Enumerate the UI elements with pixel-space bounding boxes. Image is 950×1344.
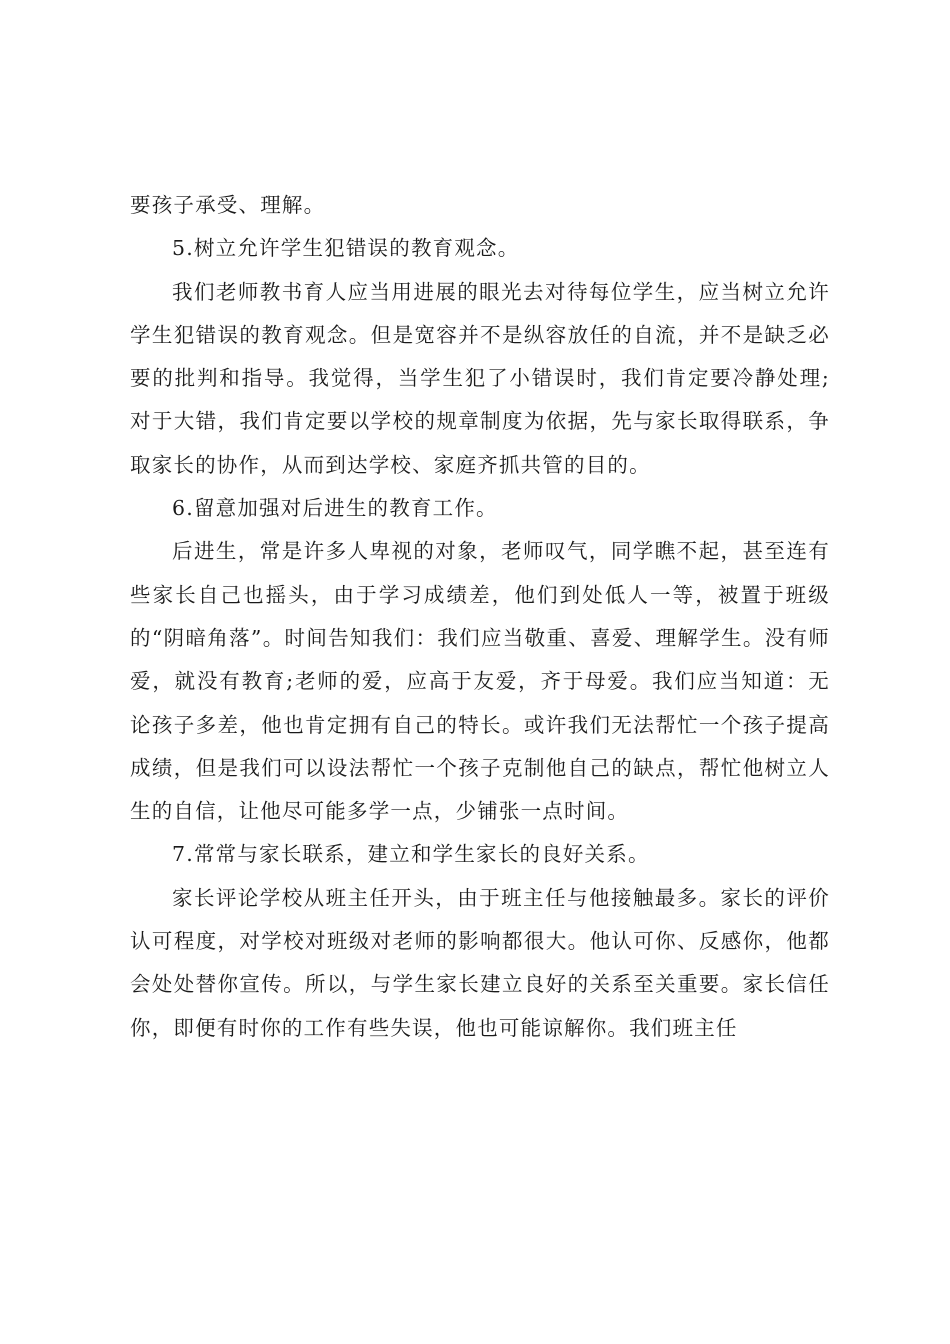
section-heading-5: 5.树立允许学生犯错误的教育观念。: [172, 236, 520, 261]
paragraph-continuation: 要孩子承受、理解。: [130, 193, 326, 217]
paragraph-tolerance: 我们老师教书育人应当用进展的眼光去对待每位学生，应当树立允许学生犯错误的教育观念。但是宽容并不是纵容放任的自流，并不是缺乏必要的批判和指导。我觉得，当学生犯了小错误时，我们肯定要冷静处理;对于大错，我们肯定要以学校的规章制度为依据，先与家长取得联系，争取家长的协作，从而到达学校、家庭齐抓共管的目的。: [130, 279, 830, 477]
paragraph-underachievers: 后进生，常是许多人卑视的对象，老师叹气，同学瞧不起，甚至连有些家长自己也摇头，由于学习成绩差，他们到处低人一等，被置于班级的“阴暗角落”。时间告知我们：我们应当敬重、喜爱、理解学生。没有师爱，就没有教育;老师的爱，应高于友爱，齐于母爱。我们应当知道：无论孩子多差，他也肯定拥有自己的特长。或许我们无法帮忙一个孩子提高成绩，但是我们可以设法帮忙一个孩子克制他自己的缺点，帮忙他树立人生的自信，让他尽可能多学一点，少铺张一点时间。: [130, 539, 830, 824]
document-body: [130, 184, 830, 1050]
section-heading-6: 6.留意加强对后进生的教育工作。: [172, 496, 498, 521]
section-heading-7: 7.常常与家长联系，建立和学生家长的良好关系。: [172, 842, 650, 867]
paragraph-parents: 家长评论学校从班主任开头，由于班主任与他接触最多。家长的评价认可程度，对学校对班级对老师的影响都很大。他认可你、反感你，他都会处处替你宣传。所以，与学生家长建立良好的关系至关重要。家长信任你，即便有时你的工作有些失误，他也可能谅解你。我们班主任: [130, 885, 830, 1040]
